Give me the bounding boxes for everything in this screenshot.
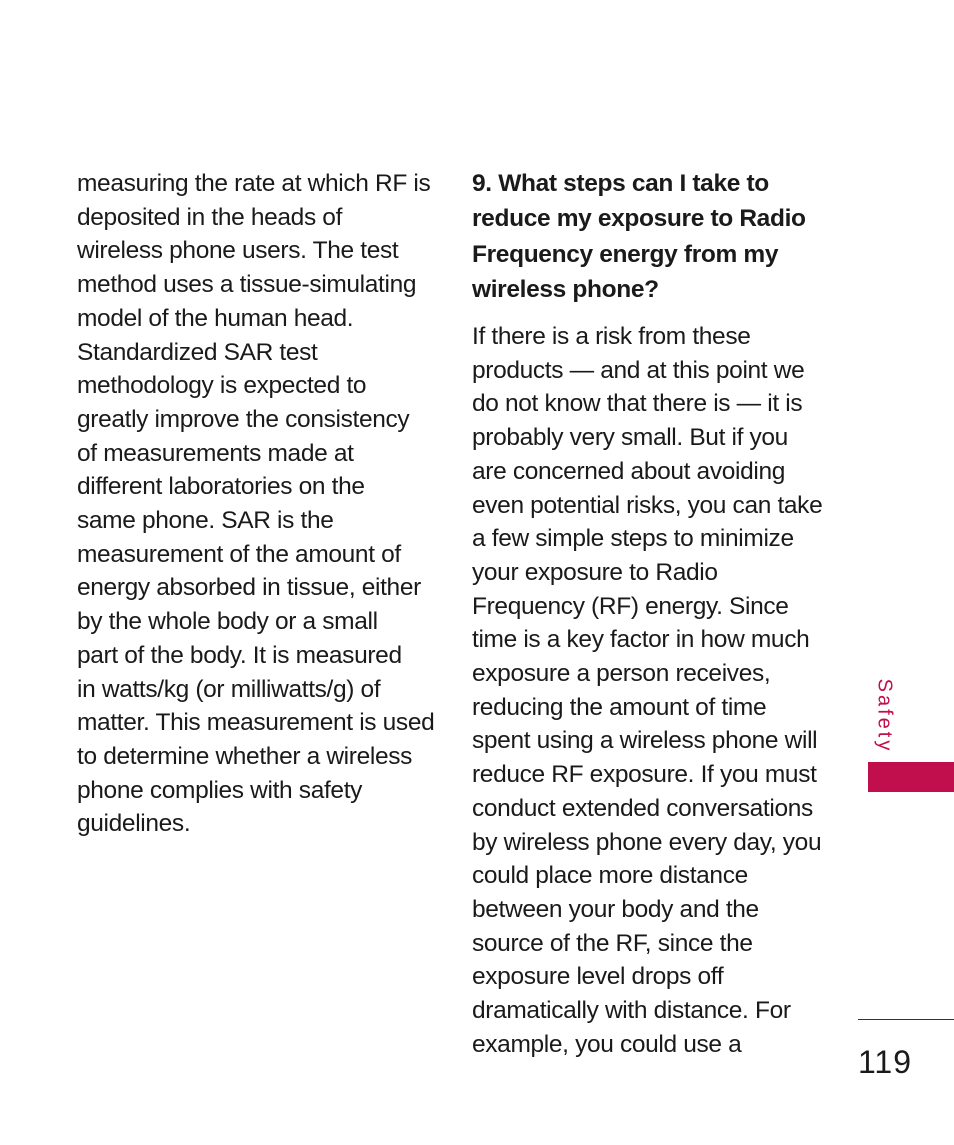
text-line: exposure a person receives,: [472, 660, 771, 688]
heading-line: 9. What steps can I take to: [472, 170, 769, 197]
text-line: measuring the rate at which RF is: [77, 170, 431, 197]
text-line: If there is a risk from these: [472, 323, 751, 350]
text-line: a few simple steps to minimize: [472, 525, 794, 553]
text-line: of measurements made at: [77, 439, 354, 467]
text-line: do not know that there is — it is: [472, 390, 803, 418]
text-line: energy absorbed in tissue, either: [77, 574, 421, 602]
text-line: part of the body. It is measured: [77, 641, 402, 669]
question-heading: [472, 166, 832, 308]
text-line: methodology is expected to: [77, 372, 367, 400]
text-line: are concerned about avoiding: [472, 457, 786, 485]
text-line: dramatically with distance. For: [472, 997, 791, 1025]
heading-line: reduce my exposure to Radio: [472, 205, 806, 233]
page-number-rule: [858, 1019, 954, 1020]
page-number: 119: [858, 1044, 913, 1080]
heading-line: Frequency energy from my: [472, 240, 779, 268]
heading-line: wireless phone?: [472, 276, 659, 304]
text-line: probably very small. But if you: [472, 424, 788, 452]
text-line: model of the human head.: [77, 304, 354, 332]
text-line: phone complies with safety: [77, 776, 363, 804]
text-line: even potential risks, you can take: [472, 491, 823, 519]
text-line: different laboratories on the: [77, 473, 365, 501]
text-line: example, you could use a: [472, 1030, 742, 1058]
section-tab-marker: [868, 762, 954, 792]
text-line: could place more distance: [472, 862, 748, 890]
section-tab-label: Safety: [873, 678, 896, 754]
text-line: greatly improve the consistency: [77, 405, 410, 433]
left-column-text: [77, 167, 437, 841]
text-line: between your body and the: [472, 895, 759, 923]
text-line: wireless phone users. The test: [77, 237, 399, 265]
text-line: by wireless phone every day, you: [472, 828, 822, 856]
text-line: exposure level drops off: [472, 963, 724, 991]
right-column-text: [472, 320, 842, 1061]
text-line: same phone. SAR is the: [77, 507, 334, 535]
text-line: matter. This measurement is used: [77, 709, 435, 737]
text-line: Standardized SAR test: [77, 338, 318, 366]
text-line: time is a key factor in how much: [472, 626, 810, 654]
text-line: conduct extended conversations: [472, 794, 813, 822]
text-line: method uses a tissue-simulating: [77, 271, 417, 299]
text-line: reducing the amount of time: [472, 693, 767, 721]
text-line: to determine whether a wireless: [77, 742, 413, 770]
text-line: deposited in the heads of: [77, 203, 343, 231]
text-line: reduce RF exposure. If you must: [472, 761, 817, 789]
text-line: products — and at this point we: [472, 356, 805, 384]
text-line: Frequency (RF) energy. Since: [472, 592, 789, 620]
text-line: guidelines.: [77, 810, 191, 838]
text-line: spent using a wireless phone will: [472, 727, 818, 755]
text-line: source of the RF, since the: [472, 929, 753, 957]
text-line: by the whole body or a small: [77, 608, 378, 636]
text-line: measurement of the amount of: [77, 540, 401, 568]
text-line: in watts/kg (or milliwatts/g) of: [77, 675, 381, 703]
text-line: your exposure to Radio: [472, 558, 718, 586]
